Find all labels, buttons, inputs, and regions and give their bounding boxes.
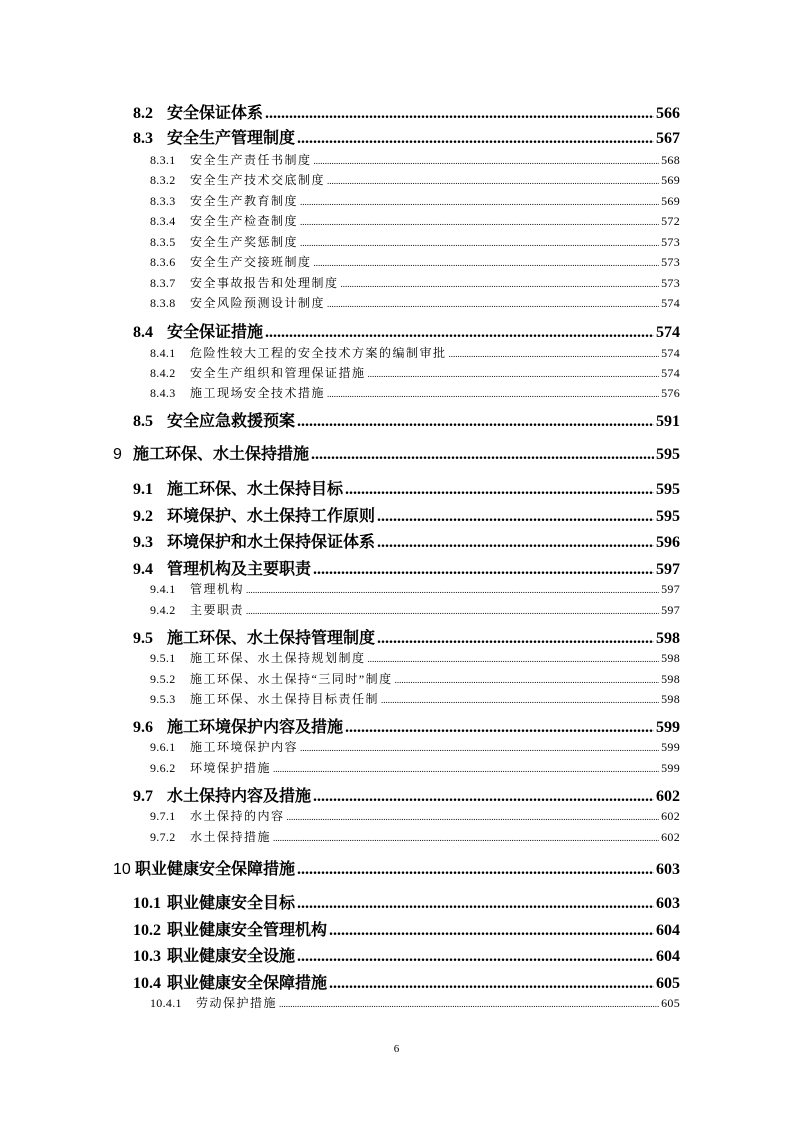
toc-leader — [273, 761, 659, 776]
toc-title: 环境保护措施 — [190, 761, 272, 775]
toc-leader — [265, 324, 654, 342]
toc-number: 9.2 — [133, 508, 153, 525]
toc-entry[interactable] — [150, 690, 680, 707]
toc-entry[interactable] — [133, 408, 680, 430]
toc-title: 环境保护和水土保持保证体系 — [167, 534, 376, 551]
toc-page: 573 — [661, 276, 680, 290]
toc-title: 管理机构及主要职责 — [167, 561, 312, 578]
toc-page: 602 — [661, 809, 680, 823]
toc-leader — [329, 922, 654, 940]
toc-page: 596 — [656, 534, 680, 551]
toc-number: 9.4.1 — [150, 582, 176, 596]
toc-leader — [314, 255, 660, 270]
toc-leader — [345, 719, 654, 737]
toc-entry[interactable] — [133, 319, 680, 341]
toc-leader — [300, 214, 659, 229]
toc-number: 9.4.2 — [150, 603, 176, 617]
toc-page: 566 — [656, 105, 680, 122]
toc-entry[interactable] — [150, 828, 680, 845]
toc-page: 574 — [661, 346, 680, 360]
toc-number: 9.4 — [133, 561, 153, 578]
toc-leader — [297, 413, 654, 431]
toc-entry[interactable] — [133, 476, 680, 498]
toc-page: 569 — [661, 173, 680, 187]
toc-leader — [327, 296, 659, 311]
toc-title: 施工环保、水土保持管理制度 — [167, 630, 376, 647]
toc-title: 安全保证措施 — [167, 324, 264, 341]
toc-title: 环境保护、水土保持工作原则 — [167, 508, 376, 525]
toc-title: 安全生产教育制度 — [190, 194, 299, 208]
toc-leader — [300, 740, 659, 755]
toc-title: 水土保持的内容 — [190, 809, 285, 823]
toc-page: 598 — [661, 692, 680, 706]
page-number: 6 — [393, 1043, 400, 1055]
toc-leader — [368, 651, 660, 666]
toc-entry[interactable] — [150, 192, 680, 209]
toc-page: 603 — [656, 895, 680, 912]
toc-title: 施工环保、水土保持“三同时”制度 — [190, 672, 393, 686]
toc-number: 9.7 — [133, 788, 153, 805]
toc-number: 10.3 — [133, 948, 161, 965]
toc-number: 9.6.1 — [150, 740, 176, 754]
toc-page: 604 — [656, 922, 680, 939]
toc-number: 10.2 — [133, 922, 161, 939]
toc-leader — [381, 692, 659, 707]
toc-leader — [327, 173, 659, 188]
toc-entry[interactable] — [150, 601, 680, 618]
toc-number: 8.5 — [133, 413, 153, 430]
toc-entry[interactable] — [150, 384, 680, 401]
toc-entry[interactable] — [150, 670, 680, 687]
toc-title: 职业健康安全保障措施 — [167, 975, 328, 992]
toc-page: 602 — [656, 788, 680, 805]
toc-entry[interactable] — [133, 890, 680, 912]
toc-entry[interactable] — [150, 807, 680, 824]
toc-entry[interactable] — [150, 274, 680, 291]
toc-page: 598 — [661, 651, 680, 665]
toc-entry[interactable] — [150, 738, 680, 755]
toc-page: 603 — [656, 861, 680, 878]
toc-entry[interactable] — [133, 100, 680, 122]
toc-title: 施工环境保护内容及措施 — [167, 719, 344, 736]
toc-number: 9.1 — [133, 481, 153, 498]
toc-title: 危险性较大工程的安全技术方案的编制审批 — [190, 346, 447, 360]
toc-number: 9.5.2 — [150, 672, 176, 686]
toc-leader — [297, 130, 654, 148]
toc-entry[interactable] — [113, 856, 680, 880]
toc-page: 599 — [661, 761, 680, 775]
toc-entry[interactable] — [133, 503, 680, 525]
toc-page: 602 — [661, 830, 680, 844]
toc-leader — [246, 603, 659, 618]
toc-entry[interactable] — [150, 253, 680, 270]
toc-leader — [377, 630, 654, 648]
toc-title: 施工环境保护内容 — [190, 740, 299, 754]
toc-entry[interactable] — [133, 917, 680, 939]
toc-title: 职业健康安全管理机构 — [167, 922, 328, 939]
toc-leader — [273, 830, 659, 845]
toc-number: 8.3.6 — [150, 255, 176, 269]
toc-number: 8.4 — [133, 324, 153, 341]
toc-page: 568 — [661, 153, 680, 167]
toc-page: 595 — [656, 446, 680, 463]
toc-entry[interactable] — [150, 759, 680, 776]
toc-page: 574 — [656, 324, 680, 341]
toc-entry[interactable] — [150, 994, 680, 1011]
toc-title: 安全保证体系 — [167, 105, 264, 122]
toc-page: 574 — [661, 366, 680, 380]
toc-entry[interactable] — [133, 783, 680, 805]
toc-entry[interactable] — [150, 364, 680, 381]
toc-number: 9.5 — [133, 630, 153, 647]
toc-entry[interactable] — [133, 625, 680, 647]
toc-leader — [300, 235, 659, 250]
toc-entry[interactable] — [150, 580, 680, 597]
toc-entry[interactable] — [150, 294, 680, 311]
toc-number: 8.3.7 — [150, 276, 176, 290]
toc-page: 595 — [656, 508, 680, 525]
toc-entry[interactable] — [150, 212, 680, 229]
toc-entry[interactable] — [113, 441, 680, 465]
toc-page: 569 — [661, 194, 680, 208]
toc-entry[interactable] — [150, 151, 680, 168]
toc-leader — [377, 508, 654, 526]
toc-title: 安全生产责任书制度 — [190, 153, 312, 167]
toc-page: 605 — [661, 996, 680, 1010]
toc-number: 8.3.2 — [150, 173, 176, 187]
toc-leader — [377, 534, 654, 552]
toc-leader — [246, 582, 659, 597]
toc-leader — [311, 446, 654, 464]
toc-leader — [297, 861, 654, 879]
toc-leader — [368, 366, 660, 381]
toc-page: 574 — [661, 296, 680, 310]
toc-number: 8.3.1 — [150, 153, 176, 167]
toc-entry[interactable] — [150, 233, 680, 250]
toc-number: 10.4 — [133, 975, 161, 992]
toc-title: 安全生产组织和管理保证措施 — [190, 366, 366, 380]
toc-page: 598 — [661, 672, 680, 686]
toc-page: 599 — [656, 719, 680, 736]
toc-page: 597 — [656, 561, 680, 578]
toc-number: 8.4.2 — [150, 366, 176, 380]
toc-page: 597 — [661, 582, 680, 596]
toc-page: 573 — [661, 235, 680, 249]
toc-leader — [395, 672, 659, 687]
toc-title: 安全事故报告和处理制度 — [190, 276, 339, 290]
toc-number: 8.4.3 — [150, 386, 176, 400]
toc-entry[interactable] — [133, 125, 680, 147]
toc-leader — [341, 276, 660, 291]
toc-leader — [279, 996, 659, 1011]
toc-title: 施工环保、水土保持目标责任制 — [190, 692, 380, 706]
toc-number: 10.1 — [133, 895, 161, 912]
toc-number: 10.4.1 — [150, 996, 182, 1010]
toc-page: 605 — [656, 975, 680, 992]
toc-page: 595 — [656, 481, 680, 498]
toc-title: 安全生产管理制度 — [167, 130, 296, 147]
toc-title: 水土保持措施 — [190, 830, 272, 844]
toc-page: 604 — [656, 948, 680, 965]
toc-number: 10 — [113, 861, 131, 878]
toc-title: 职业健康安全保障措施 — [135, 861, 296, 878]
toc-entry[interactable] — [150, 171, 680, 188]
toc-title: 职业健康安全目标 — [167, 895, 296, 912]
toc-entry[interactable] — [133, 714, 680, 736]
toc-number: 8.3.3 — [150, 194, 176, 208]
toc-leader — [297, 895, 654, 913]
toc-number: 8.2 — [133, 105, 153, 122]
toc-title: 施工环保、水土保持目标 — [167, 481, 344, 498]
toc-page: 597 — [661, 603, 680, 617]
toc-entry[interactable] — [150, 649, 680, 666]
toc-page: 572 — [661, 214, 680, 228]
toc-number: 8.3 — [133, 130, 153, 147]
toc-leader — [449, 346, 660, 361]
toc-number: 9.5.1 — [150, 651, 176, 665]
toc-number: 9.7.1 — [150, 809, 176, 823]
toc-entry[interactable] — [133, 529, 680, 551]
toc-number: 9.6 — [133, 719, 153, 736]
toc-number: 9.3 — [133, 534, 153, 551]
toc-title: 安全应急救援预案 — [167, 413, 296, 430]
toc-title: 安全生产交接班制度 — [190, 255, 312, 269]
toc-leader — [287, 809, 660, 824]
toc-title: 安全生产技术交底制度 — [190, 173, 326, 187]
toc-number: 8.3.5 — [150, 235, 176, 249]
toc-entry[interactable] — [150, 344, 680, 361]
toc-page: 591 — [656, 413, 680, 430]
toc-title: 劳动保护措施 — [196, 996, 278, 1010]
toc-entry[interactable] — [133, 556, 680, 578]
toc-page: 599 — [661, 740, 680, 754]
toc-page: 573 — [661, 255, 680, 269]
toc-number: 9.7.2 — [150, 830, 176, 844]
toc-leader — [313, 561, 654, 579]
toc-title: 管理机构 — [190, 582, 245, 596]
toc-leader — [265, 105, 654, 123]
toc-page: 598 — [656, 630, 680, 647]
toc-leader — [327, 386, 659, 401]
toc-number: 9.5.3 — [150, 692, 176, 706]
toc-title: 水土保持内容及措施 — [167, 788, 312, 805]
toc-title: 职业健康安全设施 — [167, 948, 296, 965]
toc-title: 施工环保、水土保持规划制度 — [190, 651, 366, 665]
toc-number: 8.3.4 — [150, 214, 176, 228]
toc-page: 576 — [661, 386, 680, 400]
toc-number: 8.3.8 — [150, 296, 176, 310]
toc-entry[interactable] — [133, 970, 680, 992]
toc-title: 安全生产奖惩制度 — [190, 235, 299, 249]
toc-title: 安全生产检查制度 — [190, 214, 299, 228]
toc-entry[interactable] — [133, 943, 680, 965]
toc-leader — [313, 788, 654, 806]
toc-number: 9 — [113, 446, 122, 463]
toc-title: 施工现场安全技术措施 — [190, 386, 326, 400]
toc-title: 施工环保、水土保持措施 — [133, 446, 310, 463]
toc-leader — [297, 948, 654, 966]
toc-title: 主要职责 — [190, 603, 245, 617]
toc-title: 安全风险预测设计制度 — [190, 296, 326, 310]
toc-leader — [300, 194, 659, 209]
toc-page: 567 — [656, 130, 680, 147]
toc-leader — [314, 153, 660, 168]
toc-number: 9.6.2 — [150, 761, 176, 775]
toc-number: 8.4.1 — [150, 346, 176, 360]
toc-leader — [329, 975, 654, 993]
toc-leader — [345, 481, 654, 499]
